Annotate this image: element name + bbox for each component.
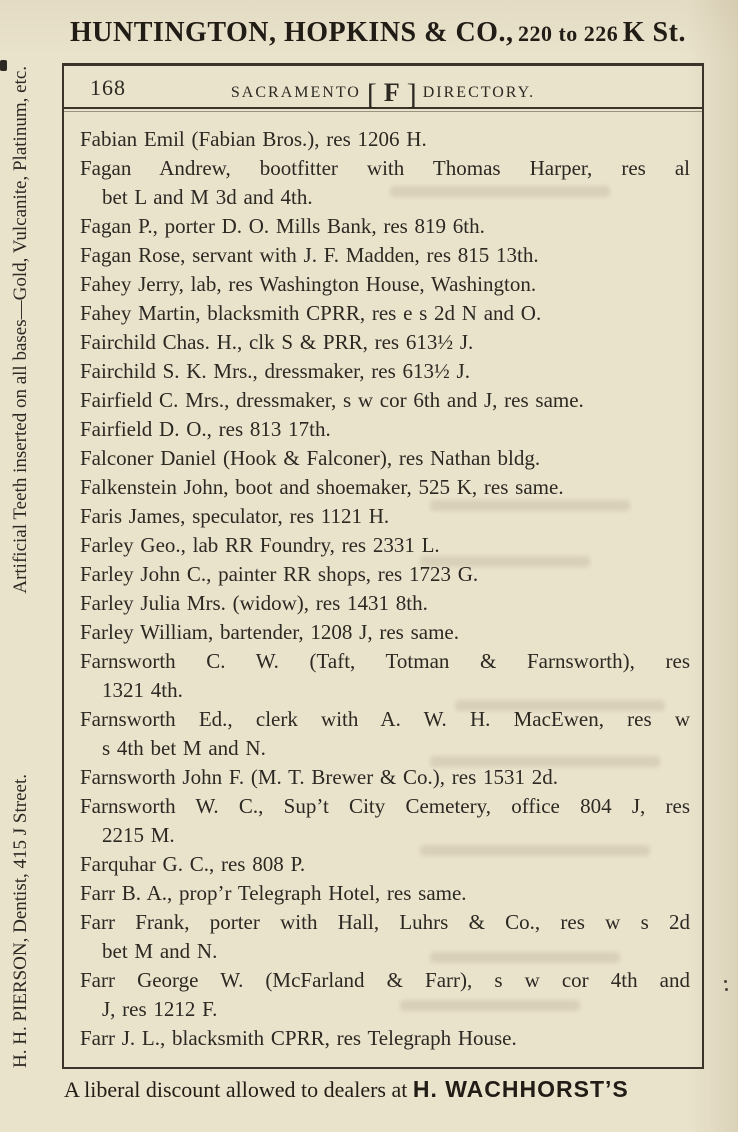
directory-entry <box>80 560 690 589</box>
entry-line: Fairchild Chas. H., clk S & PRR, res 613½ J. <box>80 330 474 354</box>
entry-line: Farnsworth W. C., Sup’t City Cemetery, office 804 J, res <box>80 794 690 818</box>
entry-line: s 4th bet M and N. <box>102 736 266 760</box>
directory-entry <box>80 589 690 618</box>
directory-entry <box>80 270 690 299</box>
directory-entry <box>80 908 690 966</box>
page-header-row <box>64 66 702 109</box>
entry-line: Faris James, speculator, res 1121 H. <box>80 504 390 528</box>
entry-line: Fagan Rose, servant with J. F. Madden, res 815 13th. <box>80 243 539 267</box>
directory-entry <box>80 502 690 531</box>
entry-line: Farr George W. (McFarland & Farr), s w cor 4th and <box>80 968 690 992</box>
directory-title-left: SACRAMENTO <box>230 84 361 101</box>
directory-entry <box>80 792 690 850</box>
left-margin-ad <box>10 66 32 1068</box>
directory-entry <box>80 473 690 502</box>
directory-entry <box>80 966 690 1024</box>
bracket-left: [ <box>366 78 377 111</box>
top-ad-banner <box>36 17 720 49</box>
directory-entry <box>80 705 690 763</box>
entry-line: Fagan Andrew, bootfitter with Thomas Harper, res al <box>80 156 690 180</box>
entry-line: Fairfield D. O., res 813 17th. <box>80 417 331 441</box>
directory-entry <box>80 618 690 647</box>
entry-line: J, res 1212 F. <box>102 997 218 1021</box>
top-ad-firm-name: HUNTINGTON, HOPKINS & CO., <box>70 17 514 48</box>
directory-entry <box>80 357 690 386</box>
left-margin-ad-teeth: Artificial Teeth inserted on all bases—Gold, Vulcanite, Platinum, etc. <box>10 66 31 594</box>
entry-line: Falconer Daniel (Hook & Falconer), res Nathan bldg. <box>80 446 541 470</box>
entry-line: Farr B. A., prop’r Telegraph Hotel, res same. <box>80 881 467 905</box>
entry-line: 2215 M. <box>102 823 175 847</box>
ink-speck <box>724 980 727 983</box>
directory-entry <box>80 1024 690 1053</box>
top-ad-address-street: K St. <box>622 17 686 48</box>
entry-line: Fabian Emil (Fabian Bros.), res 1206 H. <box>80 127 427 151</box>
entry-line: Farr Frank, porter with Hall, Luhrs & Co., res w s 2d <box>80 910 690 934</box>
entry-line: Farnsworth John F. (M. T. Brewer & Co.), res 1531 2d. <box>80 765 559 789</box>
directory-entry <box>80 531 690 560</box>
ink-speck <box>725 988 728 991</box>
entry-line: bet L and M 3d and 4th. <box>102 185 313 209</box>
directory-entry <box>80 444 690 473</box>
directory-entry <box>80 647 690 705</box>
entry-line: Fahey Jerry, lab, res Washington House, Washington. <box>80 272 537 296</box>
directory-entries <box>64 112 702 1053</box>
page-number: 168 <box>90 75 126 100</box>
directory-title <box>64 66 702 112</box>
ink-blot <box>0 60 7 71</box>
entry-line: Farr J. L., blacksmith CPRR, res Telegraph House. <box>80 1026 517 1050</box>
footer-ad-text: A liberal discount allowed to dealers at <box>64 1077 413 1102</box>
entry-line: Farnsworth C. W. (Taft, Totman & Farnsworth), res <box>80 649 690 673</box>
directory-entry <box>80 879 690 908</box>
entry-line: 1321 4th. <box>102 678 183 702</box>
entry-line: Farquhar G. C., res 808 P. <box>80 852 306 876</box>
bracket-right: ] <box>406 78 417 111</box>
directory-entry <box>80 212 690 241</box>
entry-line: Farley William, bartender, 1208 J, res same. <box>80 620 459 644</box>
directory-entry <box>80 125 690 154</box>
directory-entry <box>80 850 690 879</box>
entry-line: Fairfield C. Mrs., dressmaker, s w cor 6th and J, res same. <box>80 388 584 412</box>
directory-entry <box>80 241 690 270</box>
directory-entry <box>80 328 690 357</box>
entry-line: Farley Geo., lab RR Foundry, res 2331 L. <box>80 533 440 557</box>
entry-line: Farley John C., painter RR shops, res 1723 G. <box>80 562 479 586</box>
left-margin-ad-dentist: H. H. PIERSON, Dentist, 415 J Street. <box>10 774 31 1068</box>
directory-entry <box>80 299 690 328</box>
top-ad-address-number: 220 to 226 <box>517 21 619 46</box>
entry-line: Fahey Martin, blacksmith CPRR, res e s 2d N and O. <box>80 301 542 325</box>
entry-line: Farley Julia Mrs. (widow), res 1431 8th. <box>80 591 428 615</box>
footer-ad-brand: H. WACHHORST’S <box>412 1076 629 1102</box>
entry-line: Fagan P., porter D. O. Mills Bank, res 819 6th. <box>80 214 485 238</box>
entry-line: Farnsworth Ed., clerk with A. W. H. MacEwen, res w <box>80 707 690 731</box>
entry-line: Fairchild S. K. Mrs., dressmaker, res 613½ J. <box>80 359 470 383</box>
directory-entry <box>80 386 690 415</box>
directory-entry <box>80 415 690 444</box>
directory-title-right: DIRECTORY. <box>422 84 536 101</box>
section-letter: F <box>383 78 400 107</box>
entry-line: Falkenstein John, boot and shoemaker, 525 K, res same. <box>80 475 564 499</box>
footer-ad-line <box>64 1076 726 1103</box>
directory-entry <box>80 154 690 212</box>
entry-line: bet M and N. <box>102 939 218 963</box>
page-frame <box>62 63 704 1069</box>
directory-entry <box>80 763 690 792</box>
